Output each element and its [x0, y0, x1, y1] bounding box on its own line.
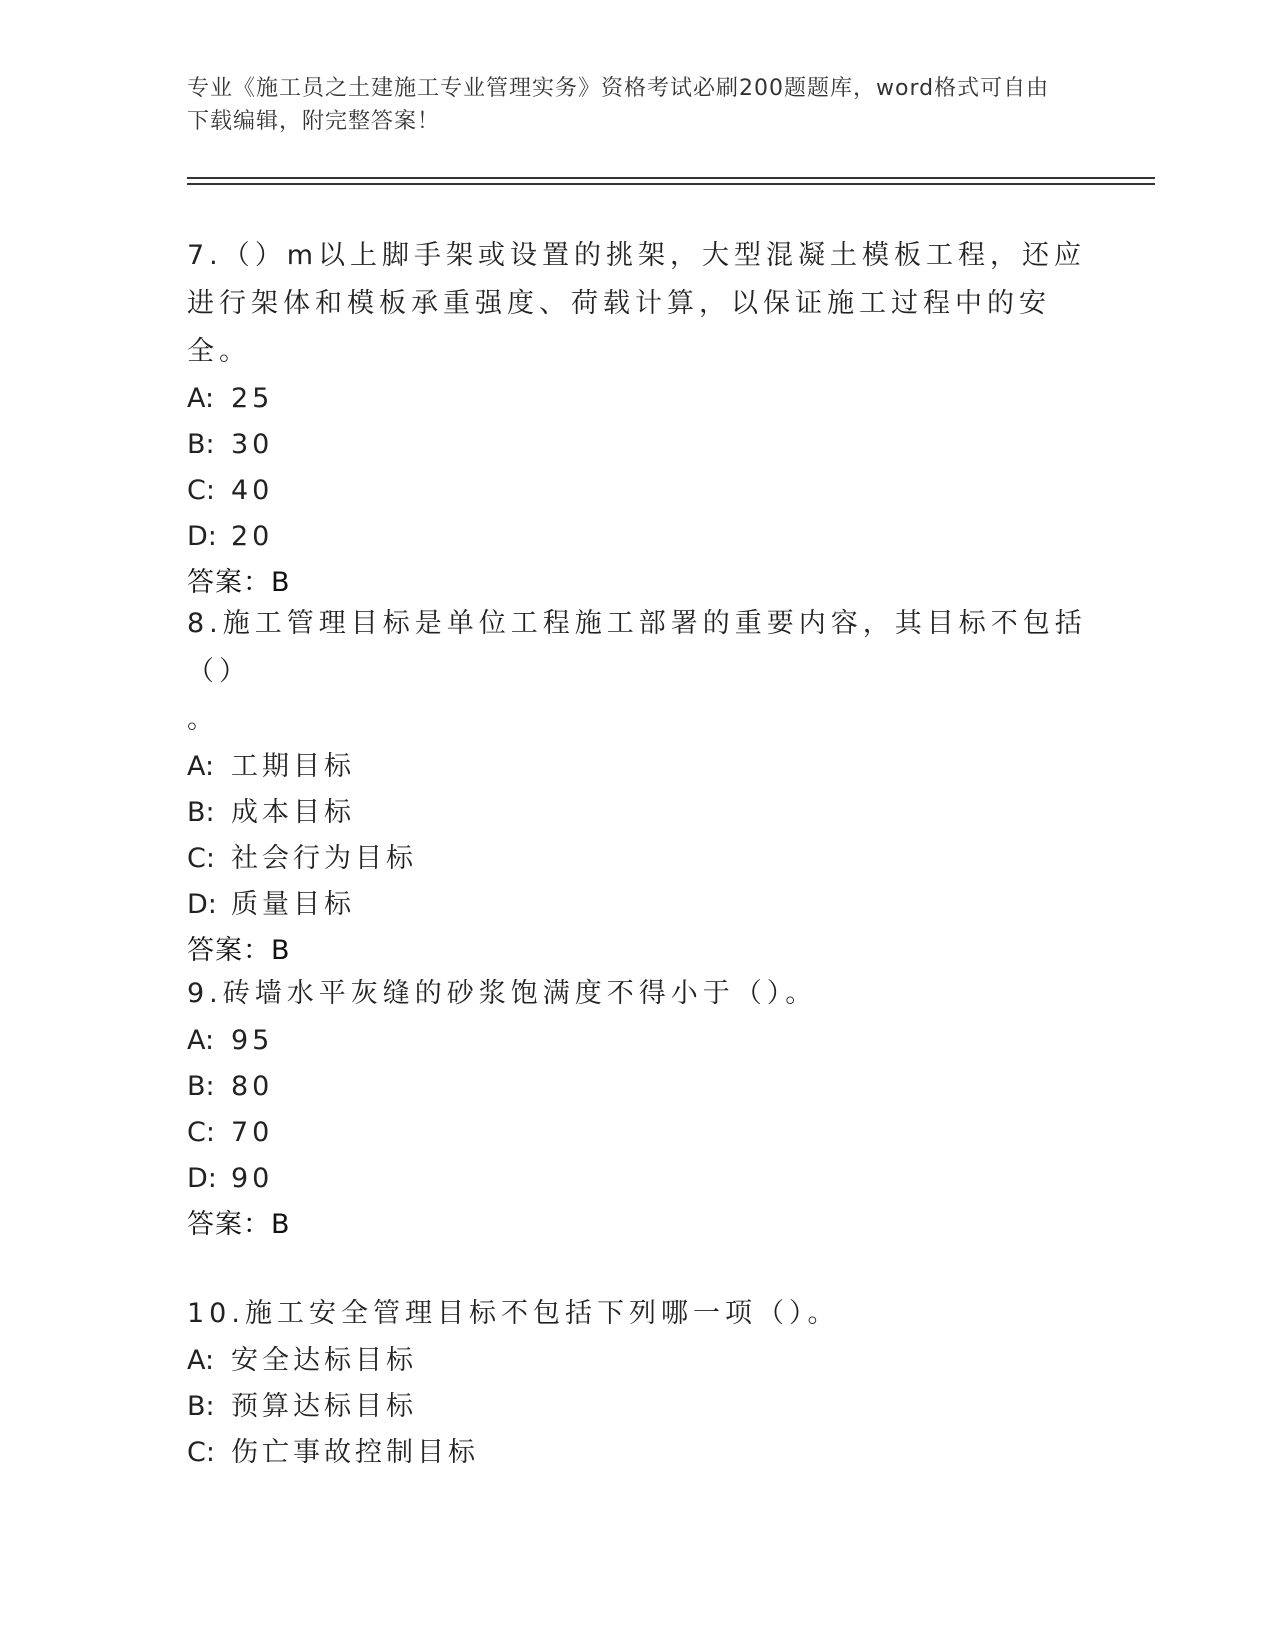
answer-value: B [271, 567, 290, 598]
option-b [187, 790, 1087, 836]
option-b [187, 422, 1087, 468]
option-label: C: [187, 475, 215, 506]
option-text: 工期目标 [231, 751, 355, 782]
option-d [187, 514, 1087, 560]
answer-label: 答案： [187, 567, 271, 598]
document-header [187, 72, 1067, 138]
question-7 [187, 232, 1087, 606]
option-label: C: [187, 1437, 215, 1468]
option-text: 安全达标目标 [231, 1345, 417, 1376]
question-9 [187, 970, 1087, 1248]
header-divider-bottom [187, 183, 1155, 185]
option-text: 质量目标 [231, 889, 355, 920]
option-label: B: [187, 1391, 215, 1422]
question-8 [187, 600, 1087, 974]
answer-value: B [271, 1209, 290, 1240]
question-text-tail: 。 [187, 704, 219, 735]
option-c [187, 836, 1087, 882]
question-text: 10.施工安全管理目标不包括下列哪一项（）。 [187, 1298, 840, 1329]
option-label: D: [187, 1163, 217, 1194]
question-10 [187, 1290, 1087, 1476]
header-title: 专业《施工员之土建施工专业管理实务》资格考试必刷200题题库，word格式可自由下载编辑，附完整答案！ [187, 76, 1050, 134]
answer-value: B [271, 935, 290, 966]
option-label: D: [187, 889, 217, 920]
option-text: 30 [231, 429, 274, 460]
option-label: A: [187, 751, 215, 782]
option-label: C: [187, 843, 215, 874]
option-text: 40 [231, 475, 274, 506]
option-text: 80 [231, 1071, 274, 1102]
option-text: 25 [231, 383, 274, 414]
option-label: A: [187, 1345, 215, 1376]
option-label: D: [187, 521, 217, 552]
answer-label: 答案： [187, 1209, 271, 1240]
option-text: 70 [231, 1117, 274, 1148]
option-d [187, 1156, 1087, 1202]
option-label: A: [187, 1025, 215, 1056]
question-text: 9.砖墙水平灰缝的砂浆饱满度不得小于（）。 [187, 978, 818, 1009]
option-d [187, 882, 1087, 928]
answer-label: 答案： [187, 935, 271, 966]
option-text: 预算达标目标 [231, 1391, 417, 1422]
option-a [187, 1338, 1087, 1384]
question-text: 7.（）m以上脚手架或设置的挑架，大型混凝土模板工程，还应进行架体和模板承重强度、荷载计算，以保证施工过程中的安全。 [187, 240, 1087, 367]
answer-line [187, 928, 1087, 974]
option-c [187, 1430, 1087, 1476]
option-label: B: [187, 429, 215, 460]
option-text: 95 [231, 1025, 274, 1056]
option-text: 成本目标 [231, 797, 355, 828]
option-b [187, 1384, 1087, 1430]
option-text: 伤亡事故控制目标 [231, 1437, 479, 1468]
option-label: A: [187, 383, 215, 414]
option-text: 20 [231, 521, 274, 552]
option-a [187, 376, 1087, 422]
option-label: C: [187, 1117, 215, 1148]
option-c [187, 1110, 1087, 1156]
option-b [187, 1064, 1087, 1110]
option-text: 90 [231, 1163, 274, 1194]
option-c [187, 468, 1087, 514]
option-text: 社会行为目标 [231, 843, 417, 874]
question-text: 8.施工管理目标是单位工程施工部署的重要内容，其目标不包括（） [187, 608, 1087, 687]
header-divider-top [187, 177, 1155, 179]
option-a [187, 744, 1087, 790]
option-label: B: [187, 797, 215, 828]
answer-line [187, 1202, 1087, 1248]
option-label: B: [187, 1071, 215, 1102]
option-a [187, 1018, 1087, 1064]
